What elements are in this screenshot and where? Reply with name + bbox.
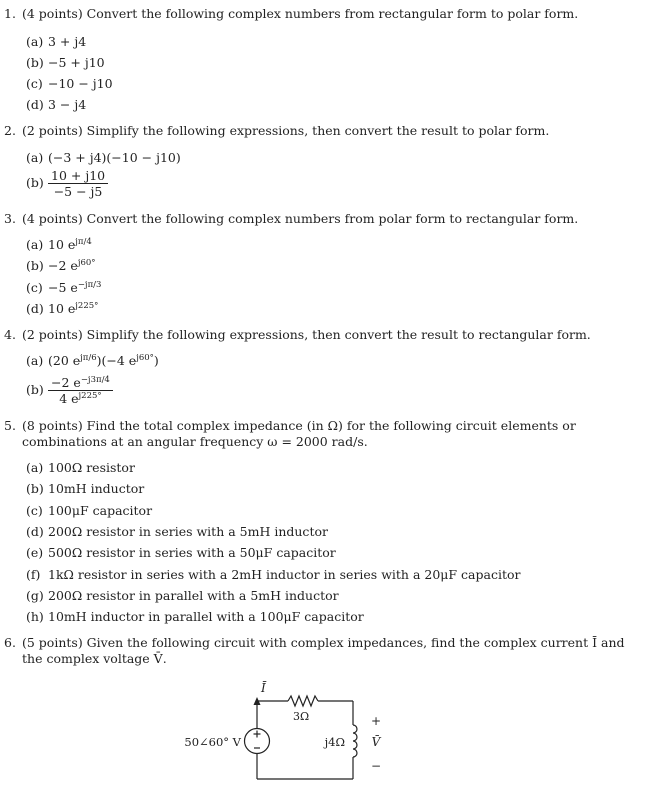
question-3-number: 3.: [4, 211, 16, 226]
question-2-text: (2 points) Simplify the following expressions, then convert the result to polar form.: [22, 123, 550, 138]
question-5-text: (8 points) Find the total complex impedance (in Ω) for the following circuit elements or combinations at an angular frequency ω = 2000 rad/s.: [22, 418, 576, 449]
q1-item-c: (c) −10 − j10: [26, 76, 113, 91]
question-3: [4, 211, 634, 227]
q4-item-a: (a) (20 $e^{j\pi/6})(-4$ $e^{j60^\circ}$): [26, 352, 159, 368]
source-label: 50∠60° V: [184, 735, 241, 749]
question-4: [4, 327, 634, 343]
voltage-minus: −: [370, 759, 382, 773]
q5-item-a: (a) 100Ω resistor: [26, 460, 135, 475]
q2-b-fraction: $\frac{10 + j10}{-5 - j5}$: [48, 168, 108, 199]
q5-item-e: (e) 500Ω resistor in series with a 50μF capacitor: [26, 545, 336, 560]
q4-b-fraction: $\frac{-2 e^{-j3\pi/4}}{4 e^{j225^\circ}}$: [48, 375, 113, 406]
question-3-text: (4 points) Convert the following complex numbers from polar form to rectangular form.: [22, 211, 579, 226]
question-2-number: 2.: [4, 123, 16, 138]
question-4-text: (2 points) Simplify the following expressions, then convert the result to rectangular form.: [22, 327, 591, 342]
q1-item-d: (d) 3 − j4: [26, 97, 87, 112]
q4-item-b: (b) $\frac{-2 e^{-j3\pi/4}}{4 e^{j225^\circ}}$: [26, 375, 113, 406]
q2-item-b: (b) $\frac{10 + j10}{-5 - j5}$: [26, 168, 108, 199]
q3-item-d: (d) 10 $e^{j225^\circ}$: [26, 300, 99, 316]
q2-item-a: (a) (−3 + j4)(−10 − j10): [26, 150, 181, 165]
q3-item-a: (a) 10 $e^{j\pi/4}$: [26, 236, 92, 252]
voltage-plus: +: [370, 714, 382, 728]
question-6-number: 6.: [4, 635, 16, 650]
question-5-number: 5.: [4, 418, 16, 433]
current-label: Ī: [261, 681, 266, 695]
q1-item-a: (a) 3 + j4: [26, 34, 87, 49]
voltage-label: V̄: [371, 735, 381, 749]
question-4-number: 4.: [4, 327, 16, 342]
question-1-number: 1.: [4, 6, 16, 21]
question-1-text: (4 points) Convert the following complex numbers from rectangular form to polar form.: [22, 6, 579, 21]
question-6-text: (5 points) Given the following circuit with complex impedances, find the complex current Ī and the complex voltage V̄.: [22, 635, 625, 666]
question-6: [4, 635, 634, 667]
q5-item-h: (h) 10mH inductor in parallel with a 100μF capacitor: [26, 609, 364, 624]
question-2: [4, 123, 634, 139]
question-1: [4, 6, 634, 22]
question-5: [4, 418, 634, 450]
resistor-symbol: [288, 696, 318, 706]
q3-item-b: (b) −2 $e^{j60^\circ}$: [26, 257, 96, 273]
q3-item-c: (c) −5 $e^{-j\pi/3}$: [26, 279, 102, 295]
circuit-diagram: [175, 675, 405, 787]
inductor-symbol: [353, 725, 357, 757]
q5-item-c: (c) 100μF capacitor: [26, 503, 153, 518]
inductor-label: j4Ω: [324, 735, 345, 749]
q1-item-b: (b) −5 + j10: [26, 55, 105, 70]
q5-item-f: (f) 1kΩ resistor in series with a 2mH inductor in series with a 20μF capacitor: [26, 567, 521, 582]
resistor-label: 3Ω: [293, 710, 310, 723]
q5-item-d: (d) 200Ω resistor in series with a 5mH inductor: [26, 524, 328, 539]
q5-item-b: (b) 10mH inductor: [26, 481, 145, 496]
q5-item-g: (g) 200Ω resistor in parallel with a 5mH inductor: [26, 588, 339, 603]
